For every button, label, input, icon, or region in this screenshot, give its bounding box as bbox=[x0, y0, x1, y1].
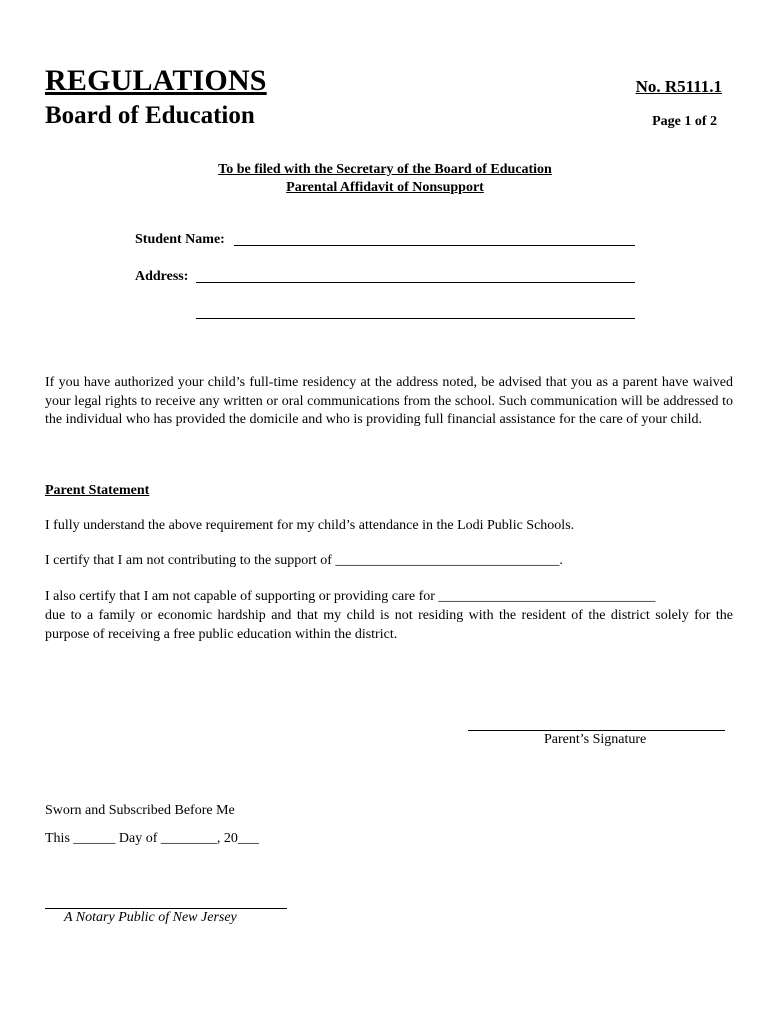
notary-date-line: This ______ Day of ________, 20___ bbox=[45, 831, 259, 846]
address-label: Address: bbox=[135, 269, 189, 284]
notary-signature-line[interactable] bbox=[45, 908, 287, 909]
statement-line-3-continued: due to a family or economic hardship and that my child is not residing with the resident of the district solely for the purpose of receiving a free public education within the district. bbox=[45, 608, 733, 642]
parent-signature-line[interactable] bbox=[468, 730, 725, 731]
address-field-line-1[interactable] bbox=[196, 282, 635, 283]
document-title: REGULATIONS bbox=[45, 64, 267, 97]
page-number: Page 1 of 2 bbox=[652, 114, 717, 129]
notary-label: A Notary Public of New Jersey bbox=[64, 910, 237, 925]
statement-line-3: I also certify that I am not capable of supporting or providing care for _______________________________ bbox=[45, 589, 656, 604]
student-name-field[interactable] bbox=[234, 245, 635, 246]
statement-line-1: I fully understand the above requirement for my child’s attendance in the Lodi Public Schools. bbox=[45, 518, 575, 533]
student-name-label: Student Name: bbox=[135, 232, 225, 247]
form-title: Parental Affidavit of Nonsupport bbox=[286, 180, 484, 195]
parent-statement-heading: Parent Statement bbox=[45, 483, 150, 498]
filing-instruction: To be filed with the Secretary of the Board of Education bbox=[218, 162, 552, 177]
sworn-subscribed-text: Sworn and Subscribed Before Me bbox=[45, 803, 235, 818]
parent-signature-label: Parent’s Signature bbox=[544, 732, 647, 747]
statement-line-2: I certify that I am not contributing to the support of ________________________________. bbox=[45, 553, 563, 568]
document-subtitle: Board of Education bbox=[45, 102, 255, 129]
notice-paragraph: If you have authorized your child’s full-time residency at the address noted, be advised that you as a parent have waived your legal rights to receive any written or oral communications from the school. Such communication will be addressed to the individual who has provided the domicile and who is providing full financial assistance for the care of your child. bbox=[45, 375, 733, 427]
address-field-line-2[interactable] bbox=[196, 318, 635, 319]
regulation-number: No. R5111.1 bbox=[635, 77, 722, 96]
